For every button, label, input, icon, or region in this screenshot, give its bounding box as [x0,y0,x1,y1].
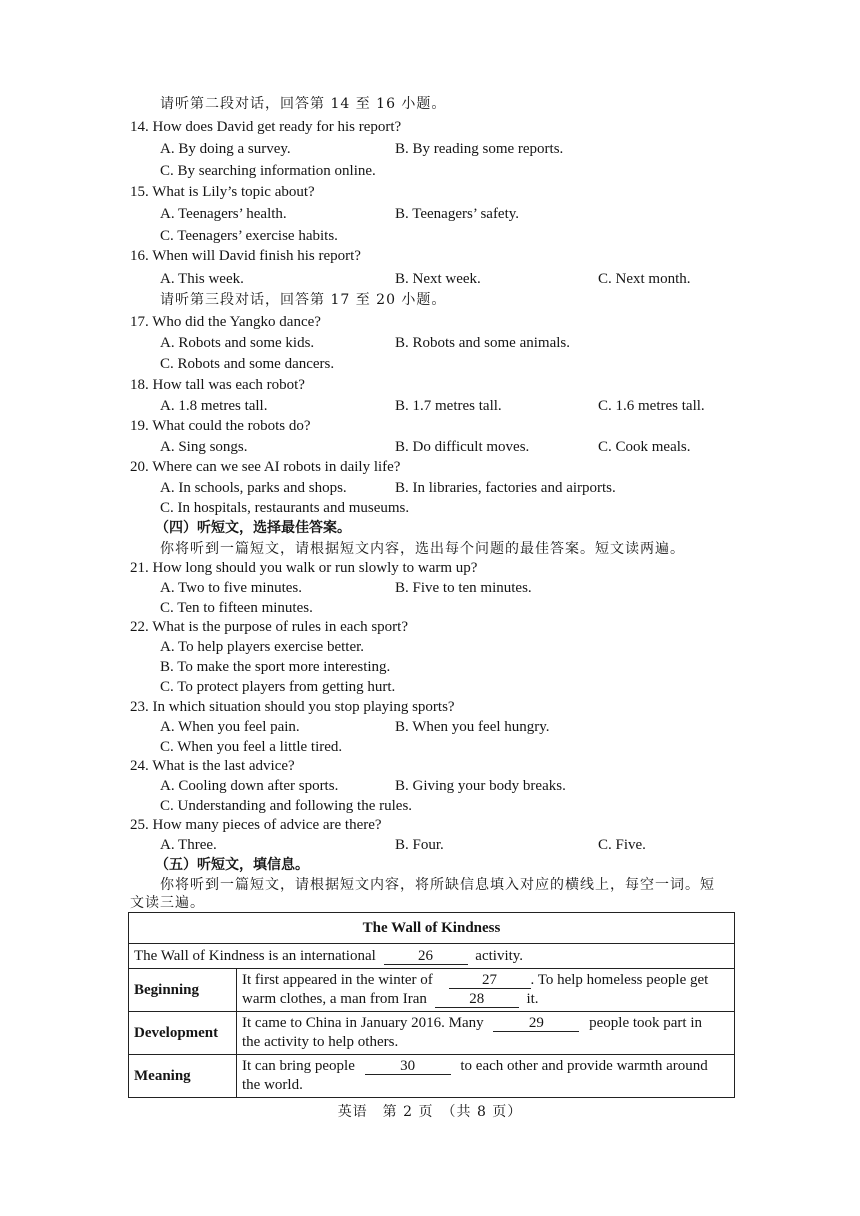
q22-option-a: A. To help players exercise better. [160,639,365,655]
q17-option-b: B. Robots and some animals. [395,335,570,351]
q14-option-b: B. By reading some reports. [395,141,564,157]
q16-option-b: B. Next week. [395,271,481,287]
blank-29: 29 [493,1015,579,1032]
q19-option-a: A. Sing songs. [160,439,248,455]
q20-option-a: A. In schools, parks and shops. [160,480,347,496]
q18-option-b: B. 1.7 metres tall. [395,398,502,414]
q17-stem: 17. Who did the Yangko dance? [130,314,321,330]
q14-option-c: C. By searching information online. [160,163,376,179]
meaning-text-2: to each other and provide warmth around [460,1058,708,1074]
page-footer: 英语 第 2 页 （共 8 页） [337,1104,523,1120]
q24-option-a: A. Cooling down after sports. [160,778,339,794]
q23-option-a: A. When you feel pain. [160,719,300,735]
blank-28: 28 [435,991,519,1008]
intro-text: The Wall of Kindness is an international [134,947,376,964]
q23-option-c: C. When you feel a little tired. [160,739,343,755]
section5-heading: （五）听短文，填信息。 [155,857,309,873]
blank-30: 30 [365,1058,451,1075]
meaning-content [237,1055,735,1098]
q24-option-b: B. Giving your body breaks. [395,778,566,794]
q15-option-b: B. Teenagers’ safety. [395,206,520,222]
q22-option-b: B. To make the sport more interesting. [160,659,391,675]
development-text-2: people took part in [589,1015,703,1031]
beginning-label: Beginning [129,969,237,1012]
q20-option-b: B. In libraries, factories and airports. [395,480,616,496]
q17-option-a: A. Robots and some kids. [160,335,315,351]
dialog3-intro: 请听第三段对话，回答第 17 至 20 小题。 [160,292,447,308]
q21-option-b: B. Five to ten minutes. [395,580,532,596]
development-content [237,1012,735,1055]
q25-option-b: B. Four. [395,837,444,853]
dialog2-intro: 请听第二段对话，回答第 14 至 16 小题。 [160,96,447,112]
q14-stem: 14. How does David get ready for his report? [130,119,402,135]
q15-option-c: C. Teenagers’ exercise habits. [160,228,338,244]
beginning-text-3: warm clothes, a man from Iran [242,991,427,1007]
q14-option-a: A. By doing a survey. [160,141,291,157]
q18-option-c: C. 1.6 metres tall. [598,398,705,414]
development-text-3: the activity to help others. [242,1034,399,1050]
q25-stem: 25. How many pieces of advice are there? [130,817,382,833]
q22-option-c: C. To protect players from getting hurt. [160,679,396,695]
q20-option-c: C. In hospitals, restaurants and museums. [160,500,410,516]
table-title: The Wall of Kindness [129,913,735,944]
development-label: Development [129,1012,237,1055]
beginning-text-1: It first appeared in the winter of [242,972,433,988]
meaning-text-1: It can bring people [242,1058,355,1074]
blank-27: 27 [449,972,531,989]
q24-option-c: C. Understanding and following the rules. [160,798,413,814]
q15-stem: 15. What is Lily’s topic about? [130,184,315,200]
q18-option-a: A. 1.8 metres tall. [160,398,268,414]
q19-option-b: B. Do difficult moves. [395,439,530,455]
blank-26: 26 [384,948,468,965]
q25-option-a: A. Three. [160,837,217,853]
section5-instruction-line1: 你将听到一篇短文，请根据短文内容，将所缺信息填入对应的横线上，每空一词。短 [160,877,715,893]
q25-option-c: C. Five. [598,837,646,853]
q19-option-c: C. Cook meals. [598,439,691,455]
q22-stem: 22. What is the purpose of rules in each sport? [130,619,408,635]
q16-option-c: C. Next month. [598,271,691,287]
section4-heading: （四）听短文，选择最佳答案。 [155,520,351,536]
q21-option-a: A. Two to five minutes. [160,580,302,596]
wall-of-kindness-table [128,912,735,1098]
q19-stem: 19. What could the robots do? [130,418,311,434]
table-intro-row [129,944,735,969]
q17-option-c: C. Robots and some dancers. [160,356,335,372]
q16-option-a: A. This week. [160,271,244,287]
q20-stem: 20. Where can we see AI robots in daily life? [130,459,401,475]
beginning-text-4: it. [526,991,539,1007]
section4-instruction: 你将听到一篇短文，请根据短文内容，选出每个问题的最佳答案。短文读两遍。 [160,541,685,557]
q21-option-c: C. Ten to fifteen minutes. [160,600,313,616]
meaning-text-3: the world. [242,1077,303,1093]
q18-stem: 18. How tall was each robot? [130,377,305,393]
q15-option-a: A. Teenagers’ health. [160,206,287,222]
q21-stem: 21. How long should you walk or run slowly to warm up? [130,560,478,576]
intro-text-end: activity. [475,947,524,964]
q24-stem: 24. What is the last advice? [130,758,295,774]
beginning-content [237,969,735,1012]
q23-option-b: B. When you feel hungry. [395,719,550,735]
q23-stem: 23. In which situation should you stop playing sports? [130,699,455,715]
beginning-text-2: . To help homeless people get [530,972,709,988]
q16-stem: 16. When will David finish his report? [130,248,361,264]
meaning-label: Meaning [129,1055,237,1098]
section5-instruction-line2: 文读三遍。 [130,895,205,911]
development-text-1: It came to China in January 2016. Many [242,1015,484,1031]
